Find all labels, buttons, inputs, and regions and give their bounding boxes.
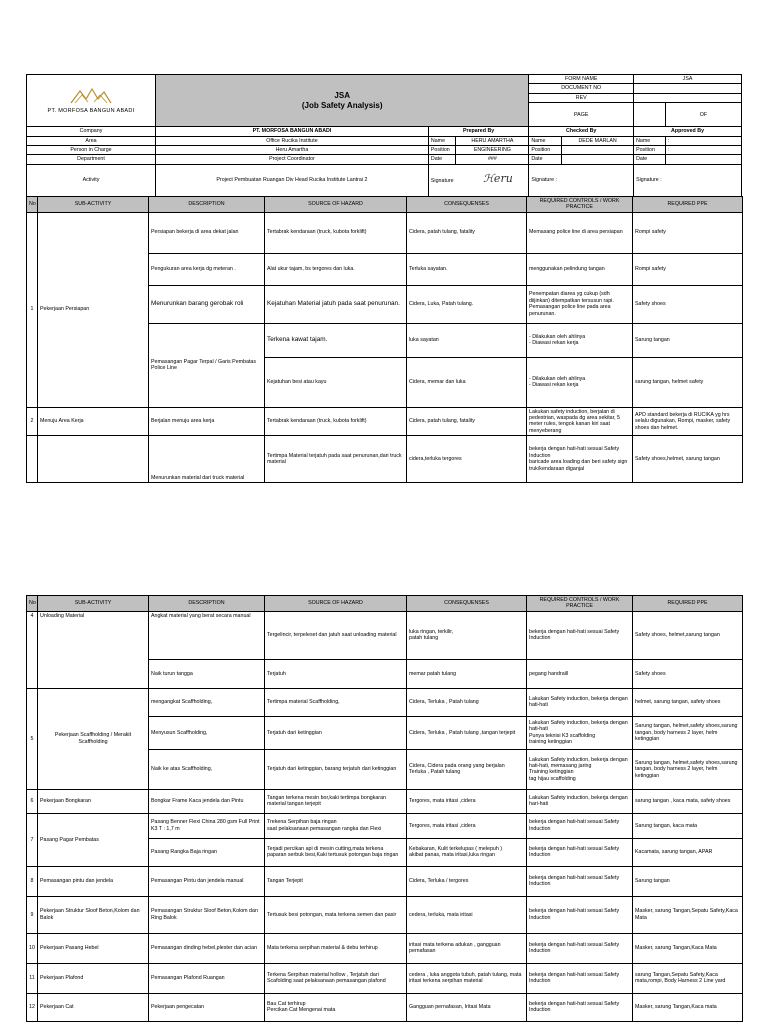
col-no: No — [27, 196, 38, 212]
description: Pemasangan dinding hebel,plester dan acian — [149, 933, 265, 963]
description: Pekerjaan pengecatan — [149, 993, 265, 1021]
source-of-hazard: Terkena Serpihan material hollow , Terjatuh dari Scafolding saat pelaksanaan pemasangan plafond — [265, 963, 407, 993]
area-value: Office Rucika Institute — [156, 136, 429, 145]
form-name-value: JSA — [634, 75, 742, 84]
page-value — [634, 103, 666, 127]
row-no: 5 — [27, 688, 38, 789]
row-no: 10 — [27, 933, 38, 963]
checked-date-label: Date — [529, 155, 562, 164]
source-of-hazard: Terjatuh — [265, 659, 407, 688]
prepared-date-label: Date — [428, 155, 456, 164]
checked-signature: Signature : — [529, 164, 634, 196]
control: Memasang police line di area persiapan — [527, 212, 633, 253]
col-source: SOURCE OF HAZARD — [265, 196, 407, 212]
ppe: Sarung tangan — [633, 323, 743, 357]
table-row — [27, 611, 743, 659]
control: Lakukan Safety induction, bekerja dengan hari-hati — [527, 789, 633, 813]
control: - Dilakukan oleh ahlinya - Diawasi rekan kerja — [527, 323, 633, 357]
source-of-hazard: Tertabrak kendaraan (truck, kubota forklift) — [265, 212, 407, 253]
control: Lakukan Safety induction, bekerja dengan hati-hati Punya teknisi K3 scaffolding training ketinggian — [527, 716, 633, 749]
source-of-hazard: Terjatuh dari ketinggian — [265, 716, 407, 749]
table-row — [27, 407, 743, 436]
signature-label: Signature — [430, 178, 454, 185]
rev-label: REV — [529, 93, 634, 102]
consequence: cedera , luka anggota tubuh, patah tulang, mata iritasi terkena serpihan material — [407, 963, 527, 993]
ppe: Sarung tangan, kaca mata — [633, 813, 743, 838]
checked-name-value: DEDE MARLAN — [562, 136, 634, 145]
checked-position-label: Position — [529, 146, 562, 155]
page-label: PAGE — [529, 103, 634, 127]
table-row — [27, 933, 743, 963]
approved-date-value — [665, 155, 741, 164]
consequence: Cidera, patah tulang, fatality — [407, 407, 527, 436]
person-in-charge-label: Person in Charge — [27, 146, 156, 155]
sub-activity: Pekerjaan Cat — [38, 993, 149, 1021]
ppe: Sarung tangan — [633, 866, 743, 896]
ppe: Kacamata, sarung tangan, APAR — [633, 838, 743, 866]
consequence: Kebakaran, Kulit terkelupas ( melepuh ) akibat panas, mata iritasi,luka ringan — [407, 838, 527, 866]
consequence: Cidera, patah tulang, fatality — [407, 212, 527, 253]
prepared-position-value: ENGINEERING — [456, 146, 529, 155]
ppe: sarung Tangan,Sepatu Safety,Kaca mata,rompi, Body Harness 2 Line yard — [633, 963, 743, 993]
table-row — [27, 688, 743, 716]
control: bekerja dengan hati-hati sesuai Safety Induction — [527, 896, 633, 933]
of-label: OF — [665, 103, 741, 127]
prepared-signature — [428, 164, 528, 196]
jsa-form-table — [26, 74, 742, 197]
description: Menyusun Scaffholding, — [149, 716, 265, 749]
control: Lakukan Safety induction, bekerja dengan hati-hati, memasang jaring Training ketinggian tag hijau scaffolding — [527, 749, 633, 789]
consequence: Cidera, memar dan luka — [407, 357, 527, 407]
jsa-page-1 — [26, 74, 743, 483]
prepared-name-value: HERU AMARTHA — [456, 136, 529, 145]
jsa-title-block — [156, 75, 529, 127]
source-of-hazard: Kejatuhan Material jatuh pada saat penurunan. — [265, 285, 407, 323]
description: Bongkar Frame Kaca jendela dan Pintu — [149, 789, 265, 813]
prepared-date-value: ### — [456, 155, 529, 164]
col-description: DESCRIPTION — [149, 196, 265, 212]
ppe: Sarung tangan, helmet,safety shoes,sarung tangan, body harness 2 layer, helm ketinggian — [633, 749, 743, 789]
source-of-hazard: Tertimpa material Scaffholding, — [265, 688, 407, 716]
control: Lakukan Safety induction, bekerja dengan hati-hati — [527, 688, 633, 716]
sub-activity: Pekerjaan Pasang Hebel — [38, 933, 149, 963]
approved-position-value: : — [665, 146, 741, 155]
table-row — [27, 993, 743, 1021]
approved-by-heading: Approved By — [634, 127, 742, 136]
table-row — [27, 896, 743, 933]
document-no-label: DOCUMENT NO — [529, 84, 634, 93]
document-no-value — [634, 84, 742, 93]
control: bekerja dengan hati-hati sesuai Safety Induction — [527, 866, 633, 896]
source-of-hazard: Kejatuhan besi atau kayu — [265, 357, 407, 407]
sub-activity: Pekerjaan Bongkaran — [38, 789, 149, 813]
control: bekerja dengan hati-hati sesuai Safety Induction baricade area loading dan beri safety sign truk/kendaraan diganjal — [527, 436, 633, 483]
row-no: 9 — [27, 896, 38, 933]
ppe: sarung tangan, helmet safety — [633, 357, 743, 407]
sub-activity: Menuju Area Kerja — [38, 407, 149, 436]
person-in-charge-value: Heru Amartha — [156, 146, 429, 155]
row-no: 7 — [27, 813, 38, 866]
sub-activity: Pekerjaan Persiapan — [38, 212, 149, 407]
approved-signature: Signature : — [634, 164, 742, 196]
ppe: helmet, sarung tangan, safety shoes — [633, 688, 743, 716]
source-of-hazard: Bau Cat terhirup Percikan Cat Mengenai mata — [265, 993, 407, 1021]
control: menggunakan pelindung tangan — [527, 253, 633, 285]
table-header-row — [27, 196, 743, 212]
company-label: Company — [27, 127, 156, 136]
source-of-hazard: Tertusuk besi potongan, mata terkena semen dan pasir — [265, 896, 407, 933]
consequence: Cidera, Terluka , Patah tulang — [407, 688, 527, 716]
jsa-page-2 — [26, 595, 743, 1022]
description: Berjalan menuju area kerja — [149, 407, 265, 436]
activity-label: Activity — [27, 164, 156, 196]
description: Naik ke atas Scaffholding, — [149, 749, 265, 789]
ppe: Masker, sarung Tangan,Sepatu Safety,Kaca Mata — [633, 896, 743, 933]
source-of-hazard: Alat ukur tajam, bs tergores dan luka. — [265, 253, 407, 285]
col-no: No — [27, 596, 38, 612]
approved-name-value: : — [665, 136, 741, 145]
ppe: Sarung tangan, helmet,safety shoes,sarung tangan, body harness 2 layer, helm ketinggian — [633, 716, 743, 749]
row-no — [27, 436, 38, 483]
description: Persiapan bekerja di area dekat jalan — [149, 212, 265, 253]
ppe: Safety shoes — [633, 285, 743, 323]
description: Pasang Benner Flexi China 280 gsm Full Print K3 T : 1,7 m — [149, 813, 265, 838]
description: Pemasangan Pagar Terpal / Garis Pembatas Police Line — [149, 323, 265, 407]
consequence: cedera, terluka, mata iritasi — [407, 896, 527, 933]
row-no: 8 — [27, 866, 38, 896]
source-of-hazard: Tangan Terjepit — [265, 866, 407, 896]
sub-activity: Pekerjaan Plafond — [38, 963, 149, 993]
consequence: Gangguan pernafasan, Iritasi Mata — [407, 993, 527, 1021]
control: - Dilakukan oleh ahlinya - Diawasi rekan kerja — [527, 357, 633, 407]
ppe: Safety shoes,helmet, sarung tangan — [633, 436, 743, 483]
department-label: Department — [27, 155, 156, 164]
ppe: APD standard bekerja di RUCIKA yg hrs selalu digunakan, Rompi, masker, safety shoes dan helmet. — [633, 407, 743, 436]
prepared-position-label: Position — [428, 146, 456, 155]
source-of-hazard: Trekena Serpihan baja ringan saat pelaksanaan pemasangan rangka dan Flexi — [265, 813, 407, 838]
mountain-logo-icon — [69, 87, 113, 105]
source-of-hazard: Terjadi percikan api di mesin cutting,mata terkena paparan serbuk besi,Kaki tertusuk potongan baja ringan — [265, 838, 407, 866]
ppe: Rompi safety — [633, 253, 743, 285]
control: bekerja dengan hati-hati sesuai Safety Induction — [527, 993, 633, 1021]
sub-activity: Unloading Material — [38, 611, 149, 688]
consequence: Tergores, mata iritasi ,cidera — [407, 789, 527, 813]
description: Angkat material yang berat secara manual — [149, 611, 265, 659]
control: Lakukan safety induction, berjalan di pedestrian, waspada dg area sekitar, 5 meter rules, tengok kanan kiri saat menyeberang — [527, 407, 633, 436]
control: bekerja dengan hati-hati sesuai Safety Induction — [527, 838, 633, 866]
approved-position-label: Position — [634, 146, 666, 155]
department-value: Project Coordinator — [156, 155, 429, 164]
consequence: Cidera, Terluka / tergores — [407, 866, 527, 896]
ppe: Rompi safety — [633, 212, 743, 253]
signature-label: Signature — [636, 177, 659, 184]
description: Naik turun tangga — [149, 659, 265, 688]
form-name-label: FORM NAME — [529, 75, 634, 84]
description: Menurunkan barang gerobak roli — [149, 285, 265, 323]
col-sub-activity: SUB-ACTIVITY — [38, 596, 149, 612]
table-header-row — [27, 596, 743, 612]
row-no: 1 — [27, 212, 38, 407]
col-consequences: CONSEQUENSES — [407, 196, 527, 212]
checked-name-label: Name — [529, 136, 562, 145]
consequence: luka sayatan — [407, 323, 527, 357]
table-row — [27, 212, 743, 253]
area-label: Area — [27, 136, 156, 145]
page-subtitle: (Job Safety Analysis) — [301, 100, 383, 110]
row-no: 4 — [27, 611, 38, 688]
checked-date-value — [562, 155, 634, 164]
sub-activity: Pekerjaan Scaffholding / Merakit Scaffholding — [38, 688, 149, 789]
prepared-by-heading: Prepared By — [428, 127, 528, 136]
consequence: Tergores, mata iritasi ,cidera — [407, 813, 527, 838]
page-title: JSA — [334, 90, 350, 100]
col-consequences: CONSEQUENSES — [407, 596, 527, 612]
control: bekerja dengan hati-hati sesuai Safety Induction — [527, 933, 633, 963]
sub-activity — [38, 436, 149, 483]
table-row — [27, 789, 743, 813]
control: bekerja dengan hati-hati sesuai Safety Induction — [527, 963, 633, 993]
description: Menurunkan material dari truck material — [149, 436, 265, 483]
table-row — [27, 866, 743, 896]
col-controls: REQUIRED CONTROLS / WORK PRACTICE — [527, 596, 633, 612]
consequence: memar patah tulang — [407, 659, 527, 688]
table-row — [27, 813, 743, 838]
row-no: 11 — [27, 963, 38, 993]
description: mengangkat Scaffholding, — [149, 688, 265, 716]
ppe: Masker, sarung Tangan,Kaca Mata — [633, 933, 743, 963]
ppe: Safety shoes, helmet,sarung tangan — [633, 611, 743, 659]
table-row — [27, 963, 743, 993]
source-of-hazard: Tergelincir, terpeleset dan jatuh saat unloading material — [265, 611, 407, 659]
control: bekerja dengan hati-hati sesuai Safety Induction — [527, 611, 633, 659]
company-value: PT. MORFOSA BANGUN ABADI — [156, 127, 429, 136]
source-of-hazard: Mata terkena serpihan material & debu terhirup — [265, 933, 407, 963]
control: Penempatan diarea yg cukup (sdh diijinkan) ditempatkan tersusun rapi. Pemasangan police line pada area penurunan. — [527, 285, 633, 323]
source-of-hazard: Tangan terkena mesin bor,kaki tertimpa bongkaran material tangan terjepit — [265, 789, 407, 813]
sub-activity: Pekerjaan Struktur Sloof Beton,Kolom dan Balok — [38, 896, 149, 933]
col-ppe: REQUIRED PPE — [633, 196, 743, 212]
hazard-table-2 — [26, 595, 743, 1022]
hazard-table-1 — [26, 196, 743, 483]
consequence: cidera,terluka tergores — [407, 436, 527, 483]
approved-name-label: Name — [634, 136, 666, 145]
prepared-name-label: Name — [428, 136, 456, 145]
row-no: 2 — [27, 407, 38, 436]
handwritten-signature: ℋeru — [483, 172, 513, 186]
col-source: SOURCE OF HAZARD — [265, 596, 407, 612]
table-row — [27, 436, 743, 483]
ppe: Safety shoes — [633, 659, 743, 688]
consequence: luka ringan, terkilir, patah tulang — [407, 611, 527, 659]
rev-value — [634, 93, 742, 102]
consequence: Terluka sayatan. — [407, 253, 527, 285]
description: Pengukuran area kerja dg meteran . — [149, 253, 265, 285]
consequence: Cidera, Terluka , Patah tulang ,tangan terjepit — [407, 716, 527, 749]
col-controls: REQUIRED CONTROLS / WORK PRACTICE — [527, 196, 633, 212]
ppe: Masker, sarung Tangan,Kaca mata — [633, 993, 743, 1021]
source-of-hazard: Terjatuh dari ketinggian, barang terjatuh dari ketinggian — [265, 749, 407, 789]
activity-value: Project Pembuatan Ruangan Div Head Rucika Institute Lantrai 2 — [156, 164, 429, 196]
consequence: Cidera, Cidera pada orang yang berjalan Terluka , Patah tulang — [407, 749, 527, 789]
checked-by-heading: Checked By — [529, 127, 634, 136]
consequence: iritasi mata terkena adukan , gangguan pernafasan — [407, 933, 527, 963]
company-logo — [27, 75, 156, 127]
control: pegang handraill — [527, 659, 633, 688]
description: Pemasangan Pintu dan jendela manual — [149, 866, 265, 896]
approved-date-label: Date — [634, 155, 666, 164]
sub-activity: Pemasangan pintu dan jendela — [38, 866, 149, 896]
source-of-hazard: Terkena kawat tajam. — [265, 323, 407, 357]
row-no: 12 — [27, 993, 38, 1021]
col-sub-activity: SUB-ACTIVITY — [38, 196, 149, 212]
col-description: DESCRIPTION — [149, 596, 265, 612]
col-ppe: REQUIRED PPE — [633, 596, 743, 612]
control: bekerja dengan hati-hati sesuai Safety Induction — [527, 813, 633, 838]
sub-activity: Pasang Pagar Pembatas — [38, 813, 149, 866]
source-of-hazard: Tertabrak kendaraan (truck, kubota forklift) — [265, 407, 407, 436]
checked-position-value — [562, 146, 634, 155]
logo-company-name: PT. MORFOSA BANGUN ABADI — [47, 107, 135, 114]
consequence: Cidera, Luka, Patah tulang. — [407, 285, 527, 323]
signature-label: Signature — [531, 177, 555, 184]
source-of-hazard: Tertimpa Material terjatuh pada saat penurunan,dari truck material — [265, 436, 407, 483]
ppe: sarung tangan , kaca mata, safety shoes — [633, 789, 743, 813]
description: Pasang Rangka Baja ringan — [149, 838, 265, 866]
description: Pemasangan Struktur Sloof Beton,Kolom dan Ring Balok — [149, 896, 265, 933]
description: Pemasangan Plafond Ruangan — [149, 963, 265, 993]
row-no: 6 — [27, 789, 38, 813]
